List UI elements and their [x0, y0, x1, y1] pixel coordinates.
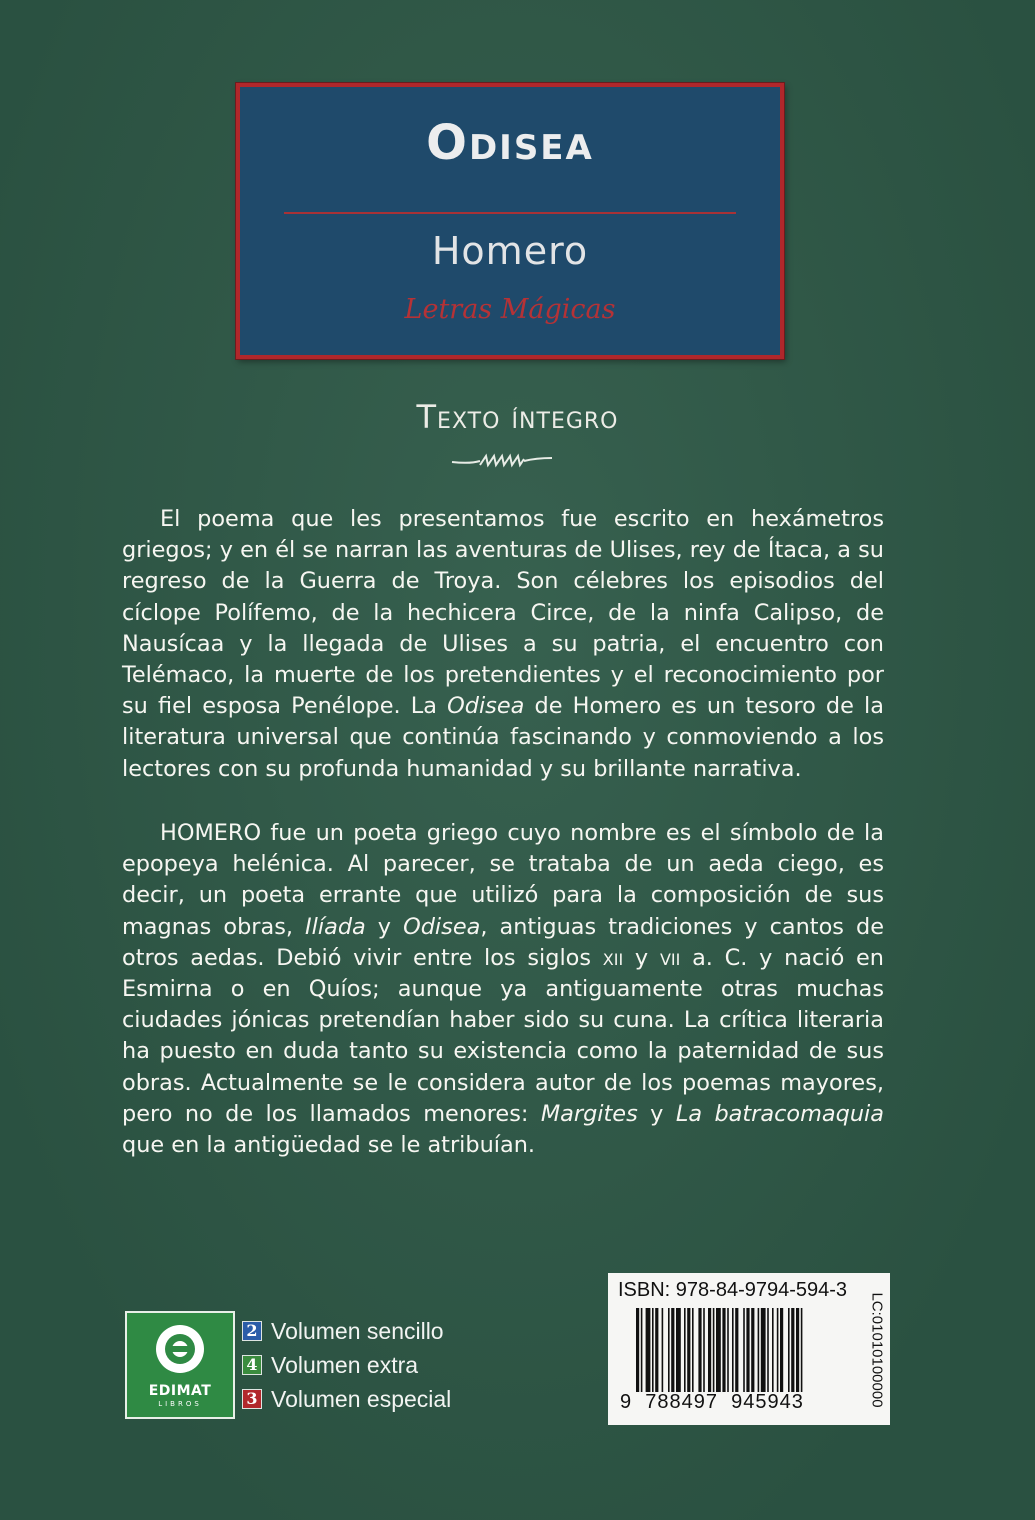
author-bio-paragraph: HOMERO fue un poeta griego cuyo nombre es el símbolo de la epopeya helénica. Al parecer, se trataba de un aeda ciego, es decir, un poeta errante que utilizó para la composición de sus magnas obras, Ilíada y Odisea, antiguas tradiciones y cantos de otros aedas. Debió vivir entre los siglos xii y vii a. C. y nació en Esmirna o en Quíos; aunque ya antiguamente otras muchas ciudades jónicas pretendían haber sido su cuna. La crítica literaria ha puesto en duda tanto su existencia como la paternidad de sus obras. Actualmente se le considera autor de los poemas mayores, pero no de los llamados menores: Margites y La batracomaquia que en la antigüedad se le atribuían. — [122, 820, 884, 1159]
barcode-panel — [608, 1273, 890, 1425]
lc-code: LC:01010100000 — [868, 1292, 886, 1408]
book-author: Homero — [431, 229, 589, 273]
synopsis-paragraph: El poema que les presentamos fue escrito en hexámetros griegos; y en él se narran las aventuras de Ulises, rey de Ítaca, a su regreso de la Guerra de Troya. Son célebres los episodios del cíclope Polífemo, de la hechicera Circe, de la ninfa Calipso, de Nausícaa y la llegada de Ulises a su patria, el encuentro con Telémaco, la muerte de los pretendientes y el reconocimiento por su fiel esposa Penélope. La Odisea de Homero es un tesoro de la literatura universal que continúa fascinando y conmoviendo a los lectores con su profunda humanidad y su brillante narrativa. — [122, 506, 884, 782]
volume-badge: 2 — [242, 1321, 262, 1341]
volume-legend — [242, 1314, 451, 1416]
publisher-name: EDIMAT — [148, 1383, 212, 1399]
title-divider — [284, 212, 736, 214]
collection-logo: Letras Mágicas — [404, 294, 616, 325]
volume-badge: 3 — [242, 1389, 262, 1409]
volume-label: Volumen sencillo — [271, 1317, 444, 1344]
volume-item-extra — [242, 1348, 451, 1382]
volume-item-especial — [242, 1382, 451, 1416]
publisher-sub: LIBROS — [158, 1400, 202, 1408]
barcode-icon — [636, 1308, 858, 1392]
ean-digits: 9 788497 945943 — [620, 1391, 804, 1413]
book-title: Odisea — [426, 115, 594, 171]
volume-label: Volumen extra — [271, 1351, 419, 1378]
cover-title-box — [236, 83, 784, 359]
isbn-label: ISBN: 978-84-9794-594-3 — [618, 1279, 848, 1301]
volume-label: Volumen especial — [271, 1385, 452, 1412]
edition-note: Texto íntegro — [416, 398, 619, 436]
publisher-logo-icon — [127, 1313, 233, 1383]
volume-badge: 4 — [242, 1355, 262, 1375]
volume-item-sencillo — [242, 1314, 451, 1348]
publisher-logo — [125, 1311, 235, 1419]
flourish-icon — [450, 450, 554, 470]
